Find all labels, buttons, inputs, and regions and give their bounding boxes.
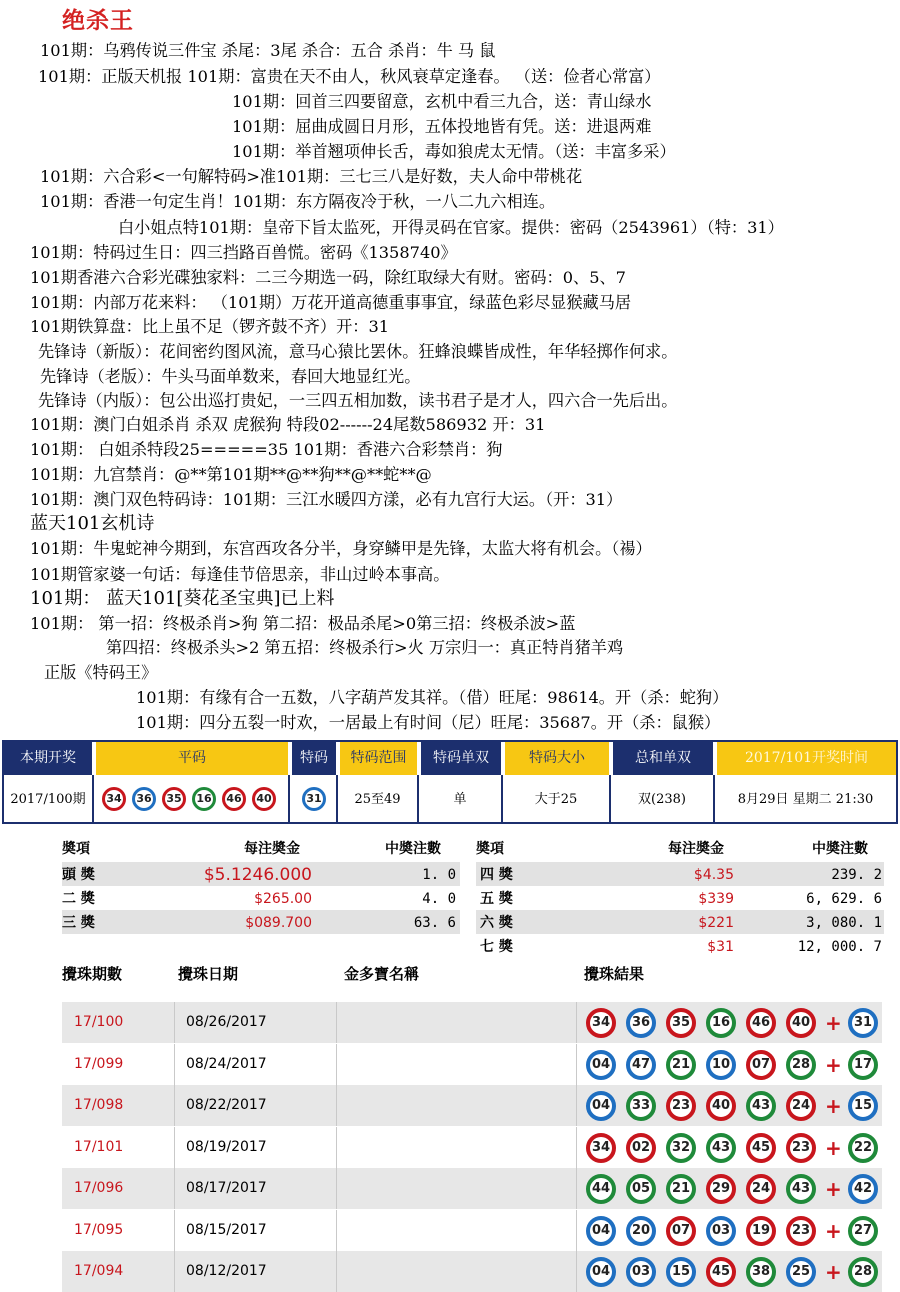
table-row bbox=[62, 1251, 882, 1292]
lottery-ball: 43 bbox=[706, 1133, 736, 1163]
lottery-ball: 24 bbox=[786, 1091, 816, 1121]
prize-header-amount: 每注奬金 bbox=[244, 841, 300, 857]
prediction-line: 先锋诗（老版）：牛头马面单数来，春回大地显红光。 bbox=[40, 367, 421, 386]
prize-amount: $5.1246.000 bbox=[203, 865, 312, 885]
prediction-line: 101期： 第一招：终极杀肖>狗 第二招：极品杀尾>0第三招：终极杀波>蓝 bbox=[30, 614, 576, 633]
lottery-ball: 43 bbox=[746, 1091, 776, 1121]
lottery-ball: 31 bbox=[302, 787, 326, 811]
lottery-ball: 15 bbox=[666, 1257, 696, 1287]
prediction-line: 101期：特码过生日：四三挡路百兽慌。密码《1358740》 bbox=[30, 243, 457, 262]
lottery-ball: 46 bbox=[746, 1008, 776, 1038]
lottery-ball: 27 bbox=[848, 1216, 878, 1246]
prize-name: 二 獎 bbox=[62, 891, 95, 907]
prediction-line: 101期：澳门白姐杀肖 杀双 虎猴狗 特段02------24尾数586932 开：31 bbox=[30, 415, 546, 434]
lottery-ball: 07 bbox=[666, 1216, 696, 1246]
lottery-ball: 22 bbox=[848, 1133, 878, 1163]
table-row bbox=[62, 1085, 882, 1126]
special-ball-cell bbox=[290, 775, 338, 824]
lottery-ball: 24 bbox=[746, 1174, 776, 1204]
lottery-ball: 21 bbox=[666, 1174, 696, 1204]
draw-date: 08/17/2017 bbox=[186, 1180, 267, 1196]
history-header-result: 攪珠結果 bbox=[584, 965, 645, 983]
prize-header-amount-right: 每注奬金 bbox=[668, 841, 724, 857]
draw-issue: 17/099 bbox=[74, 1055, 124, 1072]
lottery-ball: 29 bbox=[706, 1174, 736, 1204]
lottery-ball: 21 bbox=[666, 1050, 696, 1080]
draw-date: 08/15/2017 bbox=[186, 1221, 267, 1238]
prize-winner-count: 3, 080. 1 bbox=[806, 915, 882, 931]
prize-winner-count: 6, 629. 6 bbox=[806, 891, 882, 907]
header-special-number: 特码 bbox=[292, 742, 336, 775]
table-row bbox=[62, 1210, 882, 1251]
prediction-line: 101期：六合彩<一句解特码>准101期：三七三八是好数，夫人命中带桃花 bbox=[40, 167, 583, 186]
lottery-ball: 05 bbox=[626, 1174, 656, 1204]
prediction-line: 先锋诗（内版）：包公出巡打贵妃，一三四五相加数，读书君子是才人，四六合一先后出。 bbox=[38, 391, 678, 410]
plus-sign: + bbox=[825, 1260, 842, 1284]
lottery-ball: 36 bbox=[132, 787, 156, 811]
table-row bbox=[62, 1002, 882, 1043]
lottery-ball: 32 bbox=[666, 1133, 696, 1163]
prediction-line: 101期：香港一句定生肖！101期：东方隔夜冷于秋，一八二九六相连。 bbox=[40, 192, 556, 211]
prediction-line: 101期： 白姐杀特段25=====35 101期：香港六合彩禁肖：狗 bbox=[30, 440, 503, 459]
lottery-ball: 38 bbox=[746, 1257, 776, 1287]
draw-date: 08/19/2017 bbox=[186, 1138, 267, 1155]
lottery-ball: 34 bbox=[102, 787, 126, 811]
draw-issue: 17/095 bbox=[74, 1221, 124, 1238]
lottery-ball: 04 bbox=[586, 1091, 616, 1121]
header-sum-odd-even: 总和单双 bbox=[613, 742, 713, 775]
prize-winner-count: 4. 0 bbox=[422, 891, 456, 907]
draw-date: 08/24/2017 bbox=[186, 1055, 267, 1072]
prediction-line: 101期铁算盘：比上虽不足（锣齐鼓不齐）开：31 bbox=[30, 317, 390, 336]
lottery-ball: 07 bbox=[746, 1050, 776, 1080]
prize-name: 頭 獎 bbox=[62, 867, 95, 883]
lottery-ball: 23 bbox=[786, 1133, 816, 1163]
table-row bbox=[62, 1168, 882, 1209]
table-row bbox=[62, 1127, 882, 1168]
lottery-ball: 42 bbox=[848, 1174, 878, 1204]
draw-result-table bbox=[2, 740, 898, 824]
lottery-ball: 04 bbox=[586, 1050, 616, 1080]
lottery-ball: 15 bbox=[848, 1091, 878, 1121]
prize-amount: $339 bbox=[698, 891, 734, 907]
prize-winner-count: 1. 0 bbox=[422, 867, 456, 883]
draw-issue: 17/094 bbox=[74, 1263, 124, 1279]
plus-sign: + bbox=[825, 1094, 842, 1118]
plus-sign: + bbox=[825, 1011, 842, 1035]
lottery-ball: 45 bbox=[706, 1257, 736, 1287]
lottery-ball: 35 bbox=[666, 1008, 696, 1038]
prize-header-count: 中奬注數 bbox=[385, 841, 441, 857]
lottery-ball: 23 bbox=[786, 1216, 816, 1246]
table-row bbox=[62, 1044, 882, 1085]
prediction-line: 101期：乌鸦传说三件宝 杀尾：3尾 杀合：五合 杀肖：牛 马 鼠 bbox=[40, 41, 496, 60]
lottery-ball: 20 bbox=[626, 1216, 656, 1246]
prediction-line: 101期： 蓝天101[葵花圣宝典]已上料 bbox=[30, 588, 335, 609]
draw-date: 08/26/2017 bbox=[186, 1014, 267, 1030]
draw-date: 08/12/2017 bbox=[186, 1263, 267, 1279]
prediction-line: 第四招：终极杀头>2 第五招：终极杀行>火 万宗归一：真正特肖猪羊鸡 bbox=[106, 638, 624, 657]
prize-amount: $089.700 bbox=[245, 915, 312, 931]
prediction-line: 101期：屈曲成圆日月形，五体投地皆有凭。送：进退两难 bbox=[232, 117, 652, 136]
header-special-odd-even: 特码单双 bbox=[421, 742, 501, 775]
draw-issue: 17/101 bbox=[74, 1138, 124, 1155]
draw-issue: 17/096 bbox=[74, 1180, 124, 1196]
prize-header-name-right: 奬項 bbox=[476, 841, 504, 857]
lottery-ball: 19 bbox=[746, 1216, 776, 1246]
prediction-line: 101期管家婆一句话：每逢佳节倍思亲，非山过岭本事高。 bbox=[30, 565, 450, 584]
lottery-ball: 45 bbox=[746, 1133, 776, 1163]
lottery-ball: 34 bbox=[586, 1008, 616, 1038]
prediction-line: 101期香港六合彩光碟独家料：二三今期选一码，除红取绿大有财。密码：0、5、7 bbox=[30, 268, 626, 287]
history-header-name: 金多寶名稱 bbox=[344, 965, 420, 983]
lottery-ball: 44 bbox=[586, 1174, 616, 1204]
sum-odd-even-value: 双(238) bbox=[611, 775, 715, 824]
history-header-issue: 攪珠期數 bbox=[62, 965, 123, 983]
prize-amount: $31 bbox=[707, 939, 734, 955]
plus-sign: + bbox=[825, 1218, 842, 1243]
draw-issue: 17/100 bbox=[74, 1014, 124, 1030]
prize-amount: $4.35 bbox=[693, 867, 734, 883]
plus-sign: + bbox=[825, 1052, 842, 1077]
lottery-ball: 47 bbox=[626, 1050, 656, 1080]
lottery-ball: 16 bbox=[192, 787, 216, 811]
page-title: 绝杀王 bbox=[62, 8, 134, 34]
prize-winner-count: 63. 6 bbox=[413, 915, 456, 931]
prediction-line: 101期：回首三四要留意，玄机中看三九合，送：青山绿水 bbox=[232, 92, 652, 111]
lottery-ball: 40 bbox=[786, 1008, 816, 1038]
prediction-line: 101期：举首翘项伸长舌，毒如狼虎太无情。（送：丰富多采） bbox=[232, 142, 676, 161]
lottery-ball: 04 bbox=[586, 1216, 616, 1246]
draw-period: 2017/100期 bbox=[4, 775, 94, 824]
special-range-value: 25至49 bbox=[338, 775, 419, 824]
prize-name: 三 獎 bbox=[62, 915, 95, 931]
next-draw-time-value: 8月29日 星期二 21:30 bbox=[737, 792, 874, 807]
prediction-line: 101期：牛鬼蛇神今期到，东宫西攻各分半，身穿鳞甲是先锋，太监大将有机会。（禓） bbox=[30, 539, 652, 558]
prize-name: 六 獎 bbox=[480, 915, 513, 931]
prediction-line: 101期：澳门双色特码诗：101期：三江水暖四方漾，必有九宫行大运。（开：31） bbox=[30, 490, 623, 509]
prediction-line: 先锋诗（新版）：花间密约图风流，意马心猿比罢休。狂蜂浪蝶皆成性，年华轻掷作何求。 bbox=[38, 342, 678, 361]
prize-name: 七 獎 bbox=[480, 939, 513, 955]
lottery-ball: 23 bbox=[666, 1091, 696, 1121]
header-next-draw-time: 2017/101开奖时间 bbox=[717, 742, 896, 775]
prediction-line: 101期：内部万花来料： （101期）万花开道高德重事事宜，绿蓝色彩尽显猴藏马居 bbox=[30, 293, 632, 312]
plus-sign: + bbox=[825, 1135, 842, 1160]
special-odd-even-value: 单 bbox=[419, 775, 503, 824]
prediction-line: 101期：正版天机报 101期：富贵在天不由人，秋风衰草定逢春。 （送：俭者心常富） bbox=[38, 67, 661, 86]
special-big-small-value: 大于25 bbox=[503, 775, 611, 824]
prize-winner-count: 239. 2 bbox=[831, 867, 882, 883]
prize-name: 四 獎 bbox=[480, 867, 513, 883]
prediction-line: 101期：四分五裂一时欢，一居最上有时间（尼）旺尾：35687。开（杀：鼠猴） bbox=[136, 713, 721, 732]
draw-date: 08/22/2017 bbox=[186, 1097, 267, 1113]
lottery-ball: 28 bbox=[848, 1257, 878, 1287]
prize-header-name: 奬項 bbox=[62, 841, 90, 857]
prize-header-count-right: 中奬注數 bbox=[812, 841, 868, 857]
draw-issue: 17/098 bbox=[74, 1097, 124, 1113]
plus-sign: + bbox=[825, 1177, 842, 1201]
lottery-ball: 36 bbox=[626, 1008, 656, 1038]
prediction-line: 白小姐点特101期：皇帝下旨太监死，开得灵码在官家。提供：密码（2543961）（特：31） bbox=[118, 218, 784, 237]
lottery-ball: 03 bbox=[706, 1216, 736, 1246]
regular-balls-cell bbox=[94, 775, 290, 824]
prediction-line: 蓝天101玄机诗 bbox=[30, 513, 155, 534]
header-current-draw: 本期开奖 bbox=[4, 742, 92, 775]
header-regular-numbers: 平码 bbox=[96, 742, 288, 775]
lottery-ball: 46 bbox=[222, 787, 246, 811]
prize-amount: $221 bbox=[698, 915, 734, 931]
header-special-range: 特码范围 bbox=[340, 742, 417, 775]
prize-winner-count: 12, 000. 7 bbox=[797, 939, 882, 955]
lottery-ball: 33 bbox=[626, 1091, 656, 1121]
prize-amount: $265.00 bbox=[254, 891, 312, 907]
header-special-big-small: 特码大小 bbox=[505, 742, 609, 775]
lottery-ball: 04 bbox=[586, 1257, 616, 1287]
lottery-ball: 40 bbox=[252, 787, 276, 811]
lottery-ball: 17 bbox=[848, 1050, 878, 1080]
lottery-ball: 34 bbox=[586, 1133, 616, 1163]
prize-name: 五 獎 bbox=[480, 891, 513, 907]
prediction-line: 101期：有缘有合一五数，八字葫芦发其祥。（借）旺尾：98614。开（杀：蛇狗） bbox=[136, 688, 729, 707]
history-header-date: 攪珠日期 bbox=[178, 965, 239, 983]
lottery-ball: 43 bbox=[786, 1174, 816, 1204]
lottery-ball: 03 bbox=[626, 1257, 656, 1287]
lottery-ball: 16 bbox=[706, 1008, 736, 1038]
lottery-ball: 02 bbox=[626, 1133, 656, 1163]
prediction-line: 正版《特码王》 bbox=[44, 663, 158, 682]
lottery-ball: 25 bbox=[786, 1257, 816, 1287]
lottery-ball: 31 bbox=[848, 1008, 878, 1038]
lottery-ball: 28 bbox=[786, 1050, 816, 1080]
lottery-ball: 10 bbox=[706, 1050, 736, 1080]
lottery-ball: 40 bbox=[706, 1091, 736, 1121]
lottery-ball: 35 bbox=[162, 787, 186, 811]
prediction-line: 101期：九宫禁肖：@**第101期**@**狗**@**蛇**@ bbox=[30, 465, 432, 484]
